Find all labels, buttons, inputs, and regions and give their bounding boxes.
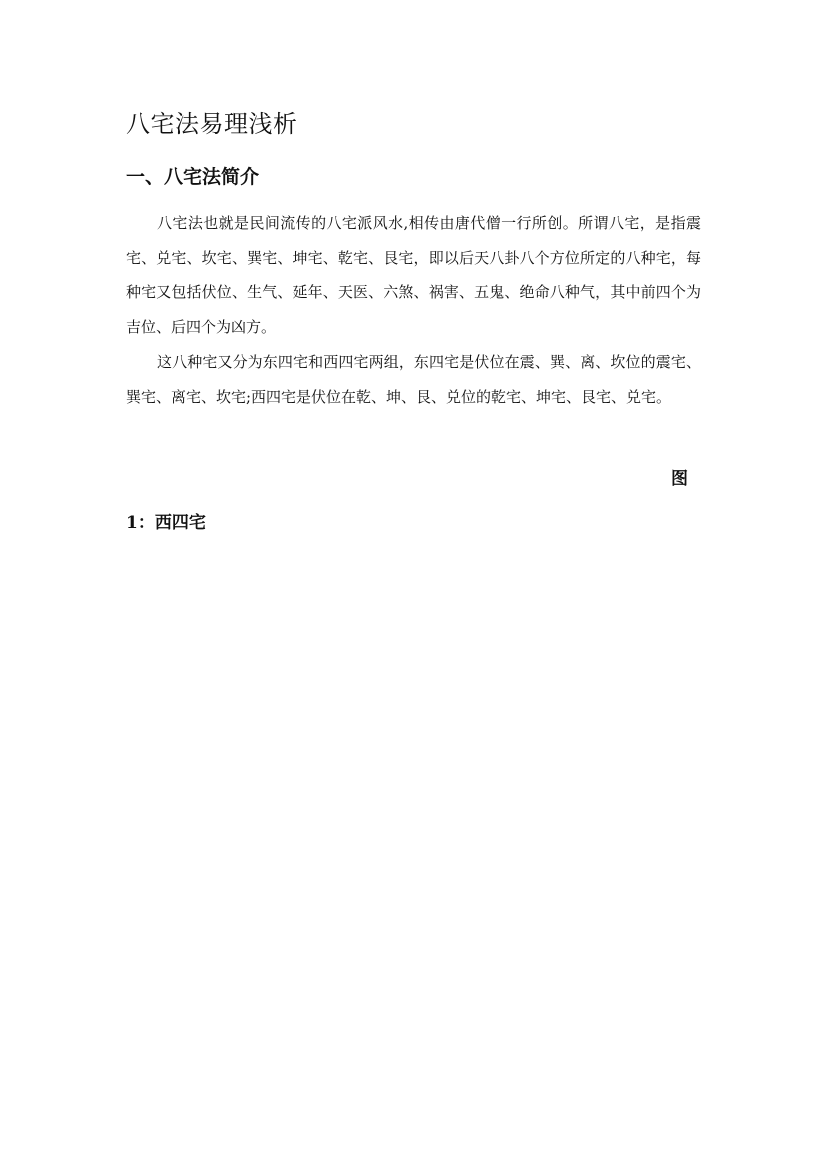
paragraph-intro: 八宅法也就是民间流传的八宅派风水,相传由唐代僧一行所创。所谓八宅，是指震宅、兑宅、坎宅、巽宅、坤宅、乾宅、艮宅，即以后天八卦八个方位所定的八种宅，每种宅又包括伏位、生气、延年、天医、六煞、祸害、五鬼、绝命八种气，其中前四个为吉位、后四个为凶方。 xyxy=(126,214,701,336)
figure-caption: 1：西四宅 xyxy=(126,513,206,533)
paragraph-groups: 这八种宅又分为东四宅和西四宅两组，东四宅是伏位在震、巽、离、坎位的震宅、巽宅、离宅、坎宅;西四宅是伏位在乾、坤、艮、兑位的乾宅、坤宅、艮宅、兑宅。 xyxy=(126,353,701,406)
document-title: 八宅法易理浅析 xyxy=(126,110,298,138)
section-heading: 一、八宅法简介 xyxy=(126,166,260,188)
figure-label-prefix: 图 xyxy=(671,469,688,489)
